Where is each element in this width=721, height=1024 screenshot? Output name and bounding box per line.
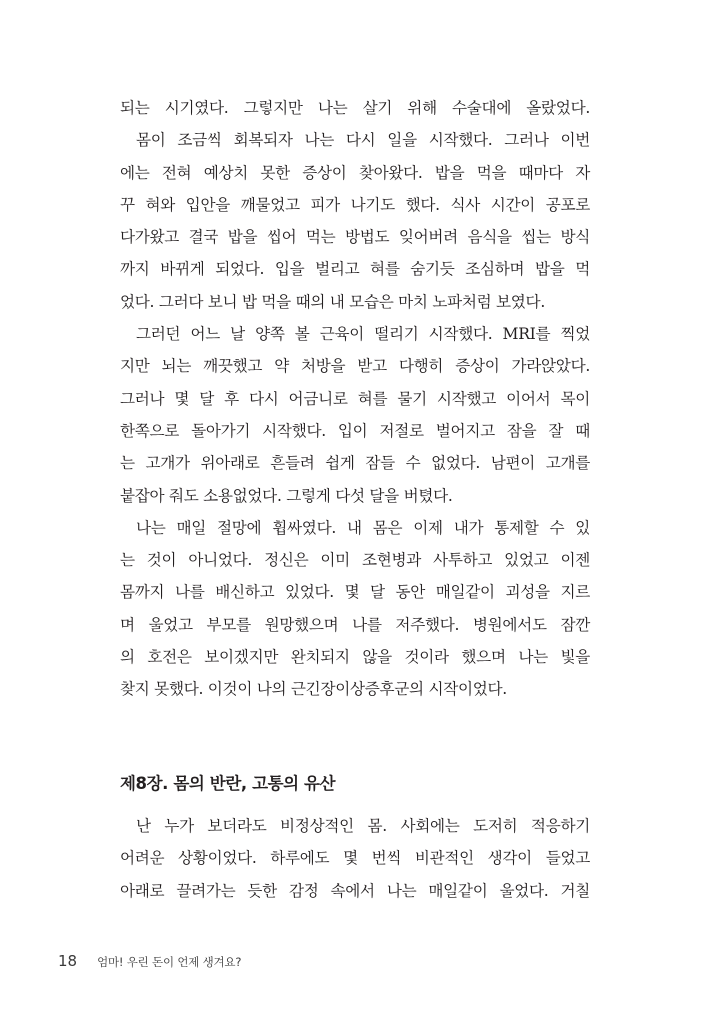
text-line: 몸까지 나를 배신하고 있었다. 몇 달 동안 매일같이 괴성을 지르 — [120, 583, 590, 602]
running-title: 엄마! 우린 돈이 언제 생겨요? — [97, 955, 242, 969]
text-line: 는 것이 아니었다. 정신은 이미 조현병과 사투하고 있었고 이젠 — [120, 551, 590, 570]
body-text-part1 — [120, 92, 590, 706]
text-line: 까지 바뀌게 되었다. 입을 벌리고 혀를 숨기듯 조심하며 밥을 먹 — [120, 260, 590, 279]
text-line: 는 고개가 위아래로 흔들려 쉽게 잠들 수 없었다. 남편이 고개를 — [120, 454, 590, 473]
text-line: 다가왔고 결국 밥을 씹어 먹는 방법도 잊어버려 음식을 씹는 방식 — [120, 228, 590, 247]
text-line: 며 울었고 부모를 원망했으며 나를 저주했다. 병원에서도 잠깐 — [120, 615, 590, 634]
text-line: 꾸 혀와 입안을 깨물었고 피가 나기도 했다. 식사 시간이 공포로 — [120, 195, 590, 214]
body-text-part2 — [120, 810, 590, 907]
text-line: 아래로 끌려가는 듯한 감정 속에서 나는 매일같이 울었다. 거칠 — [120, 881, 590, 900]
text-line: 의 호전은 보이겠지만 완치되지 않을 것이라 했으며 나는 빛을 — [120, 648, 590, 667]
text-line: 되는 시기였다. 그렇지만 나는 살기 위해 수술대에 올랐었다. — [120, 99, 590, 117]
chapter-heading: 제8장. 몸의 반란, 고통의 유산 — [120, 774, 336, 793]
text-line: 에는 전혀 예상치 못한 증상이 찾아왔다. 밥을 먹을 때마다 자 — [120, 163, 590, 182]
text-line: 붙잡아 줘도 소용없었다. 그렇게 다섯 달을 버텼다. — [120, 486, 453, 505]
page-number: 18 — [58, 952, 78, 970]
text-line: 난 누가 보더라도 비정상적인 몸. 사회에는 도저히 적응하기 — [136, 817, 590, 835]
page-footer — [58, 952, 241, 970]
text-line: 지만 뇌는 깨끗했고 약 처방을 받고 다행히 증상이 가라앉았다. — [120, 357, 590, 376]
text-line: 나는 매일 절망에 휩싸였다. 내 몸은 이제 내가 통제할 수 있 — [136, 518, 590, 537]
text-line: 그러나 몇 달 후 다시 어금니로 혀를 물기 시작했고 이어서 목이 — [120, 389, 590, 408]
text-line: 어려운 상황이었다. 하루에도 몇 번씩 비관적인 생각이 들었고 — [120, 849, 590, 868]
text-line: 찾지 못했다. 이것이 나의 근긴장이상증후군의 시작이었다. — [120, 680, 507, 699]
text-line: 몸이 조금씩 회복되자 나는 다시 일을 시작했다. 그러나 이번 — [136, 131, 590, 150]
text-line: 그러던 어느 날 양쪽 볼 근육이 떨리기 시작했다. MRI를 찍었 — [136, 325, 590, 344]
text-line: 었다. 그러다 보니 밥 먹을 때의 내 모습은 마치 노파처럼 보였다. — [120, 292, 545, 311]
text-line: 한쪽으로 돌아가기 시작했다. 입이 저절로 벌어지고 잠을 잘 때 — [120, 421, 590, 440]
